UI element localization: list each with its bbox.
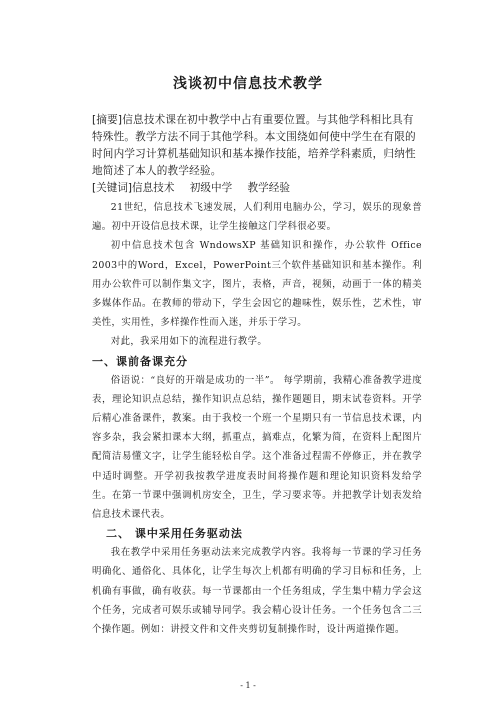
- paragraph-5: 我在教学中采用任务驱动法来完成教学内容。我将每一节课的学习任务明确化、通俗化、具体化，让学生每次上机都有明确的学习目标和任务，上机确有事做，确有收获。每一节课都由一个任务组成，学生集中精力学会这个任务，完成者可娱乐或辅导同学。我会精心设计任务。一个任务包含二三个操作题。例如：讲授文件和文件夹剪切复制操作时，设计两道操作题。: [92, 547, 422, 636]
- abstract: [摘要]信息技术课在初中教学中占有重要位置。与其他学科相比具有特殊性。教学方法不同于其他学科。本文围绕如何使中学生在有限的时间内学习计算机基础知识和基本操作技能，培养学科素质，归纳性地简述了本人的教学经验。: [92, 114, 416, 177]
- paragraph-4: 俗语说：“良好的开端是成功的一半”。 每学期前，我精心准备教学进度表，理论知识点总结，操作知识点总结，操作题题目，期末试卷资料。开学后精心准备课件，教案。由于我校一个班一个星期只有一节信息技术课，内容多杂，我会紧扣课本大纲，抓重点，搞难点，化繁为简，在资料上配图片配简洁易懂文字，让学生能轻松自学。这个准备过程需不停修正，并在教学中适时调整。开学初我按教学进度表时间将操作题和理论知识资料发给学生。在第一节课中强调机房安全，卫生，学习要求等。并把教学计划表发给信息技术课代表。: [92, 374, 422, 521]
- document-title: 浅谈初中信息技术教学: [173, 76, 323, 92]
- section-heading-2: 二、 课中采用任务驱动法: [106, 527, 243, 541]
- keywords-label: [关键词]信息技术: [92, 182, 175, 194]
- paragraph-3: 对此，我采用如下的流程进行教学。: [110, 336, 268, 348]
- document-body: [92, 198, 422, 639]
- paragraph-1: 21世纪，信息技术飞速发展，人们利用电脑办公，学习，娱乐的现象普遍。初中开设信息技术课，让学生接触这门学科很必要。: [92, 202, 422, 233]
- keyword-3: 教学经验: [247, 182, 290, 194]
- keyword-2: 初级中学: [189, 182, 233, 194]
- section-heading-1: 一、课前备课充分: [92, 354, 188, 368]
- page-number: - 1 -: [240, 681, 256, 690]
- paragraph-2: 初中信息技术包含 WndowsXP 基础知识和操作，办公软件 Office 2003中的Word，Excel，PowerPoint三个软件基础知识和基本操作。利用办公软件可以制作集文字，图片，表格，声音，视频，动画于一体的精美多媒体作品。在教师的带动下，学生会因它的趣味性，娱乐性，艺术性，审美性，实用性，多样操作性而入迷，并乐于学习。: [92, 240, 422, 329]
- keywords-line: [92, 180, 422, 197]
